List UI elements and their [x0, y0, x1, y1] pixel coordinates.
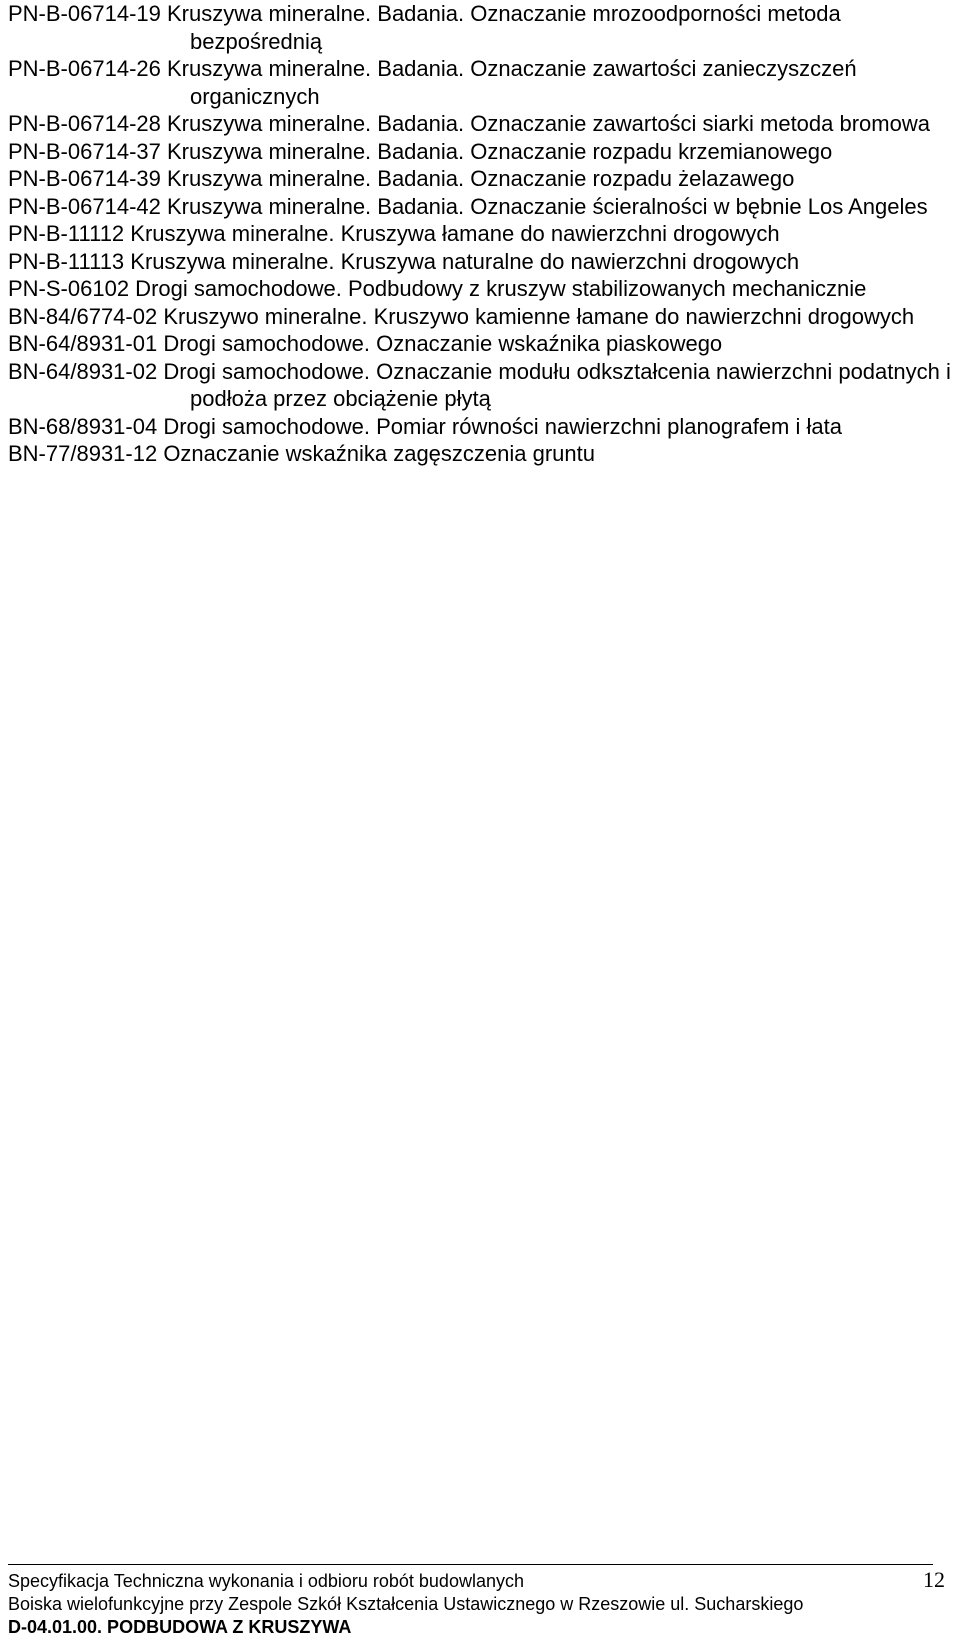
reference-item: BN-68/8931-04 Drogi samochodowe. Pomiar równości nawierzchni planografem i łata	[8, 413, 842, 439]
reference-item: PN-B-11112 Kruszywa mineralne. Kruszywa łamane do nawierzchni drogowych	[8, 221, 780, 246]
reference-item: PN-S-06102 Drogi samochodowe. Podbudowy z kruszyw stabilizowanych mechanicznie	[8, 276, 867, 301]
reference-item: PN-B-06714-37 Kruszywa mineralne. Badania. Oznaczanie rozpadu krzemianowego	[8, 138, 833, 164]
reference-item: BN-64/8931-02 Drogi samochodowe. Oznaczanie modułu odkształcenia nawierzchni podatnych i podłoża przez obciążenie płytą	[8, 358, 951, 411]
page-footer	[8, 1567, 953, 1639]
reference-item: BN-64/8931-01 Drogi samochodowe. Oznaczanie wskaźnika piaskowego	[8, 331, 723, 356]
footer-section-code: D-04.01.00. PODBUDOWA Z KRUSZYWA	[8, 1617, 352, 1637]
reference-item: PN-B-06714-42 Kruszywa mineralne. Badania. Oznaczanie ścieralności w bębnie Los Angeles	[8, 193, 928, 219]
reference-item: BN-77/8931-12 Oznaczanie wskaźnika zagęszczenia gruntu	[8, 441, 595, 466]
reference-item: BN-84/6774-02 Kruszywo mineralne. Kruszywo kamienne łamane do nawierzchni drogowych	[8, 303, 915, 329]
footer-divider	[8, 1564, 933, 1565]
references-list	[8, 0, 953, 468]
footer-spec-title: Specyfikacja Techniczna wykonania i odbioru robót budowlanych	[8, 1571, 524, 1591]
reference-item: PN-B-06714-26 Kruszywa mineralne. Badania. Oznaczanie zawartości zanieczyszczeń organicznych	[8, 56, 857, 109]
reference-item: PN-B-06714-39 Kruszywa mineralne. Badania. Oznaczanie rozpadu żelazawego	[8, 166, 795, 191]
reference-item: PN-B-06714-28 Kruszywa mineralne. Badania. Oznaczanie zawartości siarki metoda bromowa	[8, 111, 930, 136]
footer-project-name: Boiska wielofunkcyjne przy Zespole Szkół Kształcenia Ustawicznego w Rzeszowie ul. Sucharskiego	[8, 1594, 804, 1614]
page-number: 12	[923, 1567, 945, 1592]
reference-item: PN-B-11113 Kruszywa mineralne. Kruszywa naturalne do nawierzchni drogowych	[8, 248, 800, 274]
reference-item: PN-B-06714-19 Kruszywa mineralne. Badania. Oznaczanie mrozoodporności metoda bezpośrednią	[8, 1, 841, 54]
